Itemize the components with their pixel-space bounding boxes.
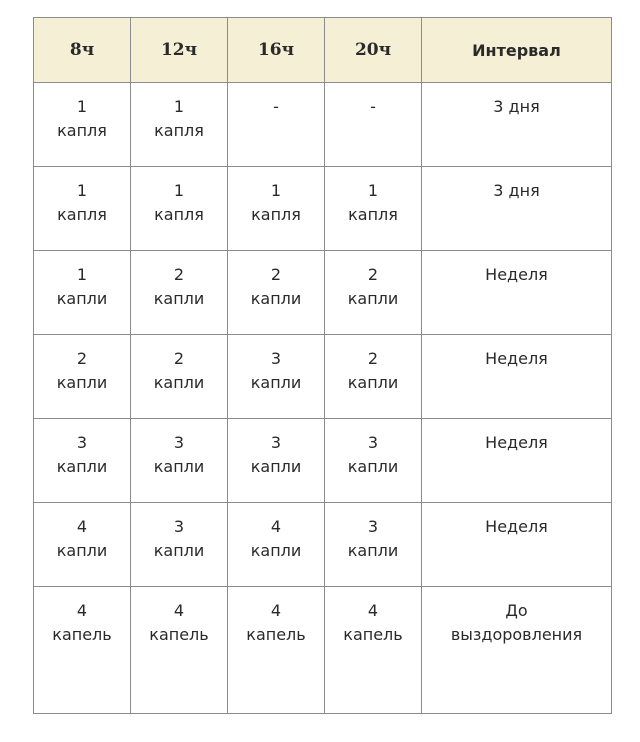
dose-amount: 1 (76, 265, 88, 284)
header-12h: 12ч (131, 18, 228, 83)
interval-cell (422, 587, 612, 714)
interval-text: Неделя (485, 517, 548, 536)
dose-amount: - (370, 97, 376, 116)
dose-unit: капля (348, 205, 398, 224)
dose-cell-8h (34, 419, 131, 503)
dose-unit: капля (57, 205, 107, 224)
dose-cell-16h (228, 251, 325, 335)
dose-cell-8h (34, 335, 131, 419)
dose-amount: 4 (76, 601, 88, 620)
dose-unit: капли (153, 457, 205, 476)
dose-cell-12h (131, 167, 228, 251)
dose-unit: капли (56, 373, 108, 392)
table-row (34, 251, 612, 335)
dose-cell-8h (34, 587, 131, 714)
dose-amount: 2 (367, 265, 379, 284)
dose-unit: капли (250, 541, 302, 560)
dose-amount: 1 (76, 97, 88, 116)
dose-unit: капли (250, 457, 302, 476)
table-row (34, 83, 612, 167)
dose-amount: 3 (173, 433, 185, 452)
dose-amount: 3 (270, 349, 282, 368)
dose-cell-12h (131, 419, 228, 503)
dose-amount: 4 (367, 601, 379, 620)
table-row (34, 419, 612, 503)
table-header (34, 18, 612, 83)
dose-unit: капли (347, 457, 399, 476)
dose-amount: 3 (76, 433, 88, 452)
interval-text: Неделя (485, 265, 548, 284)
dose-cell-16h (228, 83, 325, 167)
dose-amount: 1 (367, 181, 379, 200)
dose-unit: капли (153, 541, 205, 560)
dose-cell-12h (131, 83, 228, 167)
dosage-schedule-table (33, 17, 612, 714)
dose-amount: 1 (173, 97, 185, 116)
interval-text: Неделя (485, 433, 548, 452)
dose-unit: капля (154, 205, 204, 224)
dose-amount: 2 (173, 349, 185, 368)
table-row (34, 167, 612, 251)
dose-cell-20h (325, 419, 422, 503)
interval-text: 3 дня (493, 181, 540, 200)
dose-unit: капли (56, 289, 108, 308)
interval-cell (422, 167, 612, 251)
dose-amount: 1 (173, 181, 185, 200)
interval-cell (422, 419, 612, 503)
dose-cell-12h (131, 251, 228, 335)
header-interval: Интервал (422, 18, 612, 83)
dose-cell-20h (325, 335, 422, 419)
dose-amount: 3 (367, 517, 379, 536)
dose-cell-20h (325, 251, 422, 335)
dose-amount: 4 (173, 601, 185, 620)
dose-cell-20h (325, 503, 422, 587)
dose-amount: 2 (367, 349, 379, 368)
dose-cell-16h (228, 587, 325, 714)
dose-amount: - (273, 97, 279, 116)
dose-amount: 3 (367, 433, 379, 452)
interval-cell (422, 335, 612, 419)
dose-cell-12h (131, 503, 228, 587)
dose-amount: 1 (270, 181, 282, 200)
dose-cell-16h (228, 419, 325, 503)
dose-unit: капля (57, 121, 107, 140)
dose-unit: капель (149, 625, 209, 644)
header-20h: 20ч (325, 18, 422, 83)
dose-unit: капель (246, 625, 306, 644)
dose-cell-20h (325, 167, 422, 251)
dose-cell-16h (228, 335, 325, 419)
table-body (34, 83, 612, 714)
interval-text: До (505, 601, 528, 620)
dose-amount: 4 (270, 517, 282, 536)
dose-cell-8h (34, 251, 131, 335)
dose-cell-8h (34, 167, 131, 251)
dose-amount: 3 (270, 433, 282, 452)
dose-unit: капля (251, 205, 301, 224)
interval-text: Неделя (485, 349, 548, 368)
dose-amount: 4 (76, 517, 88, 536)
interval-cell (422, 503, 612, 587)
dose-amount: 1 (76, 181, 88, 200)
table-row (34, 587, 612, 714)
dose-unit: капли (56, 457, 108, 476)
dose-unit: капель (343, 625, 403, 644)
dose-cell-8h (34, 83, 131, 167)
dose-unit: капли (153, 289, 205, 308)
dose-amount: 2 (173, 265, 185, 284)
dose-cell-12h (131, 335, 228, 419)
dose-cell-16h (228, 503, 325, 587)
dose-unit: капли (153, 373, 205, 392)
header-8h: 8ч (34, 18, 131, 83)
dose-cell-8h (34, 503, 131, 587)
dose-unit: капли (347, 541, 399, 560)
dose-unit: капли (250, 289, 302, 308)
dose-unit: капель (52, 625, 112, 644)
dose-unit: капли (250, 373, 302, 392)
interval-cell (422, 251, 612, 335)
interval-text: 3 дня (493, 97, 540, 116)
dose-amount: 2 (270, 265, 282, 284)
dose-cell-20h (325, 83, 422, 167)
dose-unit: капля (154, 121, 204, 140)
dose-unit: капли (347, 289, 399, 308)
dose-unit: капли (56, 541, 108, 560)
header-row (34, 18, 612, 83)
dose-cell-12h (131, 587, 228, 714)
dose-amount: 4 (270, 601, 282, 620)
dose-unit: капли (347, 373, 399, 392)
dose-cell-20h (325, 587, 422, 714)
interval-cell (422, 83, 612, 167)
dose-amount: 2 (76, 349, 88, 368)
table-row (34, 335, 612, 419)
dose-cell-16h (228, 167, 325, 251)
interval-text: выздоровления (450, 625, 583, 644)
table-row (34, 503, 612, 587)
dose-amount: 3 (173, 517, 185, 536)
header-16h: 16ч (228, 18, 325, 83)
